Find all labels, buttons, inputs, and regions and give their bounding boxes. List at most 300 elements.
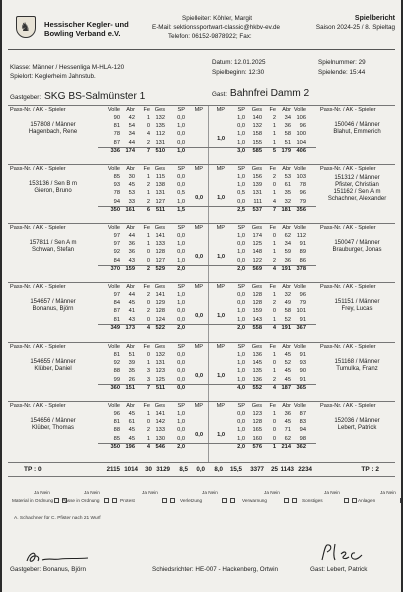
away-set-cell: 52: [284, 316, 291, 323]
home-set-cell: 26: [128, 376, 135, 383]
away-match-point: 1,0: [217, 431, 225, 438]
home-total-cell: 6: [146, 206, 150, 213]
home-total-value: 3129: [156, 466, 170, 473]
col-header-volle: Volle: [107, 107, 120, 113]
away-team: [212, 88, 309, 101]
home-set-cell: 3: [146, 376, 150, 383]
yes-no-header: Ja Nein: [142, 490, 158, 495]
col-header-player: Pass-Nr. / AK - Spieler: [10, 284, 66, 290]
home-set-cell: 0: [146, 316, 150, 323]
col-header-away-player: Pass-Nr. / AK - Spieler: [320, 107, 376, 113]
home-set-cell: 97: [113, 292, 120, 298]
away-player-name: Blahut, Emmerich: [333, 129, 381, 135]
away-total-cell: 2,5: [237, 206, 245, 213]
away-total-value: 1143: [280, 466, 294, 473]
home-set-cell: 99: [113, 376, 120, 383]
away-set-cell: 79: [299, 198, 306, 205]
away-total-cell: 5: [272, 147, 276, 154]
home-set-cell: 0: [146, 352, 150, 358]
home-set-cell: 1,0: [177, 123, 185, 130]
away-team-label: Gast:: [212, 91, 228, 98]
home-set-cell: 2: [146, 292, 150, 298]
away-player-id: 151312 / Männer: [334, 175, 380, 181]
away-set-cell: 0,0: [237, 241, 245, 248]
away-set-cell: 0: [272, 435, 276, 442]
check-label-material: Material in Ordnung: [12, 498, 54, 503]
check-label-protest: Protest: [120, 498, 135, 503]
home-total-cell: 522: [155, 324, 165, 331]
home-total-cell: 2,0: [177, 324, 185, 331]
home-total-cell: 1,5: [177, 206, 185, 213]
col-header-away-mp: MP: [216, 166, 225, 172]
col-header-away-mp: MP: [216, 225, 225, 231]
away-set-cell: 0,0: [237, 411, 245, 417]
away-total-cell: 2,0: [237, 443, 245, 450]
away-set-cell: 1: [272, 123, 276, 130]
check-yes-box[interactable]: [162, 498, 167, 503]
away-set-cell: 2: [272, 300, 276, 307]
home-player-id: 154656 / Männer: [30, 418, 76, 424]
home-total-value: 30: [145, 466, 152, 473]
home-total-cell: 0,0: [177, 384, 185, 391]
away-substitute-name: Schachner, Alexander: [327, 196, 387, 202]
home-set-cell: 2: [146, 182, 150, 189]
col-header-abr: Abr: [126, 403, 135, 409]
spielbeginn: Spielbeginn: 12:30: [212, 69, 265, 76]
guest-signature-label: Gast: Lebert, Patrick: [310, 566, 368, 573]
away-total-cell: 187: [281, 384, 291, 391]
col-header-ges: Ges: [154, 166, 165, 172]
col-header-away-volle: Volle: [293, 166, 306, 172]
home-set-cell: 0,0: [177, 368, 185, 375]
home-set-cell: 4: [146, 131, 150, 138]
col-header-away-mp: MP: [216, 107, 225, 113]
away-set-cell: 101: [296, 308, 306, 315]
away-set-cell: 4: [272, 198, 276, 205]
home-total-cell: 2: [146, 265, 150, 272]
away-set-cell: 58: [284, 131, 291, 138]
block-divider: [8, 282, 395, 283]
away-team-points: TP : 2: [361, 466, 379, 473]
col-header-away-mp: MP: [216, 344, 225, 350]
away-set-cell: 87: [299, 411, 306, 417]
away-set-cell: 111: [253, 198, 262, 205]
away-set-cell: 1,0: [237, 249, 245, 256]
home-set-cell: 0: [146, 249, 150, 256]
col-header-away-volle: Volle: [293, 284, 306, 290]
check-yes-box[interactable]: [284, 498, 289, 503]
home-set-cell: 30: [128, 174, 135, 180]
away-set-cell: 36: [284, 411, 291, 417]
away-player-id: 150046 / Männer: [334, 122, 380, 128]
home-total-cell: 2,0: [177, 443, 185, 450]
away-player-name: Brauburger, Jonas: [332, 247, 382, 253]
referee-signature-label: Schiedsrichter: HE-007 - Hackenberg, Ortwin: [152, 566, 278, 573]
col-header-away-abr: Abr: [282, 166, 291, 172]
home-set-cell: 130: [155, 435, 165, 442]
away-set-cell: 125: [252, 241, 262, 248]
check-label-anlagen: Anlagen: [358, 498, 376, 503]
away-set-cell: 91: [299, 376, 306, 383]
away-total-cell: 362: [296, 443, 306, 450]
home-total-cell: 159: [125, 265, 135, 272]
col-header-fe: Fe: [143, 344, 150, 350]
home-set-cell: 92: [113, 249, 120, 256]
away-set-cell: 0: [272, 182, 276, 189]
away-set-cell: 143: [252, 316, 262, 323]
away-match-point: 1,0: [217, 312, 225, 319]
away-match-point: 1,0: [217, 253, 225, 260]
home-player-id: 154657 / Männer: [30, 299, 76, 305]
away-total-cell: 7: [272, 206, 276, 213]
home-set-cell: 0,0: [177, 233, 185, 239]
home-set-cell: 81: [113, 419, 120, 426]
away-set-cell: 0: [272, 233, 276, 239]
away-set-cell: 35: [284, 190, 291, 197]
season-info: Saison 2024-25 / 8. Spieltag: [315, 24, 395, 31]
home-player-name: Gieron, Bruno: [34, 188, 72, 194]
home-set-cell: 39: [128, 360, 135, 367]
home-total-cell: 350: [110, 443, 120, 450]
home-set-cell: 128: [155, 308, 165, 315]
col-header-away-fe: Fe: [269, 344, 276, 350]
home-set-cell: 36: [128, 241, 135, 248]
home-match-point: 0,0: [195, 312, 203, 319]
col-header-away-ges: Ges: [251, 344, 262, 350]
home-set-cell: 1,0: [177, 411, 185, 417]
away-player-id: 151168 / Männer: [334, 359, 380, 365]
home-total-cell: 350: [110, 206, 120, 213]
col-header-sp: SP: [177, 225, 185, 231]
col-header-away-ges: Ges: [251, 284, 262, 290]
col-header-away-sp: SP: [237, 107, 245, 113]
col-header-away-player: Pass-Nr. / AK - Spieler: [320, 225, 376, 231]
col-header-fe: Fe: [143, 403, 150, 409]
home-set-cell: 45: [128, 411, 135, 417]
home-total-cell: 173: [125, 324, 135, 331]
home-set-cell: 45: [128, 435, 135, 442]
home-set-cell: 78: [113, 190, 120, 197]
home-total-cell: 4: [146, 443, 150, 450]
block-divider: [8, 342, 395, 343]
away-total-cell: 191: [281, 324, 291, 331]
contact-email: E-Mail: sektionssportwart-classic@hkbv-ev.de: [152, 24, 281, 31]
away-total-cell: 356: [296, 206, 306, 213]
home-set-cell: 35: [128, 368, 135, 375]
away-set-cell: 94: [299, 427, 306, 434]
away-set-cell: 106: [296, 115, 306, 121]
spielleiter: Spielleiter: Köhler, Margit: [182, 15, 252, 22]
away-total-cell: 214: [281, 443, 291, 450]
col-header-away-abr: Abr: [282, 284, 291, 290]
away-player-name: Lebert, Patrick: [337, 425, 377, 431]
away-set-cell: 34: [284, 115, 291, 121]
home-set-cell: 45: [128, 427, 135, 434]
spielende: Spielende: 15:44: [318, 69, 366, 76]
datum: Datum: 12.01.2025: [212, 59, 266, 66]
home-total-cell: 174: [125, 147, 135, 154]
substitution-note: A. Schachner für C. Pfister nach 21 Wurf: [14, 516, 101, 521]
away-total-cell: 552: [252, 384, 262, 391]
col-header-away-ges: Ges: [251, 107, 262, 113]
away-set-cell: 158: [252, 131, 262, 138]
check-yes-box[interactable]: [222, 498, 227, 503]
home-set-cell: 0,0: [177, 352, 185, 358]
home-player-name: Bonanus, Björn: [32, 306, 74, 312]
spielnummer: Spielnummer: 29: [318, 59, 366, 66]
guest-signature-icon: [317, 540, 379, 566]
col-header-away-volle: Volle: [293, 107, 306, 113]
away-set-cell: 1: [272, 368, 276, 375]
home-set-cell: 141: [155, 233, 165, 239]
block-divider: [8, 401, 395, 402]
home-set-cell: 87: [113, 139, 120, 146]
away-set-cell: 112: [296, 233, 306, 239]
col-header-away-volle: Volle: [293, 225, 306, 231]
organization-name: [44, 20, 129, 38]
check-no-box[interactable]: [112, 498, 117, 503]
col-header-fe: Fe: [143, 107, 150, 113]
away-total-cell: 1: [272, 443, 276, 450]
check-no-box[interactable]: [352, 498, 357, 503]
away-set-cell: 1,0: [237, 427, 245, 434]
col-header-away-abr: Abr: [282, 403, 291, 409]
home-total-cell: 510: [155, 147, 165, 154]
home-set-cell: 127: [155, 198, 165, 205]
home-set-cell: 125: [155, 376, 165, 383]
home-set-cell: 2: [146, 198, 150, 205]
away-set-cell: 2: [272, 376, 276, 383]
col-header-away-ges: Ges: [251, 403, 262, 409]
check-no-box[interactable]: [230, 498, 235, 503]
home-set-cell: 1: [146, 241, 150, 248]
away-set-cell: 123: [252, 411, 262, 417]
away-set-cell: 1: [272, 190, 276, 197]
home-set-cell: 90: [113, 115, 120, 121]
col-header-ges: Ges: [154, 107, 165, 113]
away-set-cell: 1: [272, 249, 276, 256]
away-set-cell: 91: [299, 352, 306, 358]
away-player-name: Frey, Lucas: [341, 306, 373, 312]
check-label-sonstiges: Sonstiges: [302, 498, 323, 503]
home-set-cell: 131: [155, 190, 165, 197]
away-total-value: 8,0: [214, 466, 223, 473]
spielbericht-document: [2, 0, 401, 592]
col-header-abr: Abr: [126, 225, 135, 231]
check-yes-box[interactable]: [400, 498, 401, 503]
col-header-player: Pass-Nr. / AK - Spieler: [10, 344, 66, 350]
away-total-cell: 378: [296, 265, 306, 272]
col-header-sp: SP: [177, 107, 185, 113]
home-set-cell: 41: [128, 308, 135, 315]
home-set-cell: 2: [146, 308, 150, 315]
home-set-cell: 1,0: [177, 419, 185, 426]
totals-bottom-divider: [8, 476, 395, 477]
away-total-cell: 3,0: [237, 147, 245, 154]
col-header-away-fe: Fe: [269, 284, 276, 290]
away-set-cell: 90: [299, 368, 306, 375]
home-set-cell: 94: [113, 198, 120, 205]
check-no-box[interactable]: [292, 498, 297, 503]
away-set-cell: 32: [284, 292, 291, 298]
away-set-cell: 135: [252, 368, 262, 375]
col-header-player: Pass-Nr. / AK - Spieler: [10, 107, 66, 113]
away-set-cell: 0,0: [237, 292, 245, 298]
home-set-cell: 0,0: [177, 115, 185, 121]
away-total-cell: 406: [296, 147, 306, 154]
home-set-cell: 0,0: [177, 174, 185, 180]
contact-phone: Telefon: 06152-9878922; Fax:: [168, 33, 252, 40]
home-set-cell: 1: [146, 411, 150, 417]
away-set-cell: 1,0: [237, 131, 245, 138]
away-player-name: Tumulka, Franz: [336, 366, 378, 372]
away-total-cell: 191: [281, 265, 291, 272]
home-player-name: Schwan, Stefan: [31, 247, 75, 253]
away-set-cell: 32: [284, 198, 291, 205]
away-set-cell: 62: [284, 233, 291, 239]
home-total-cell: 511: [155, 384, 165, 391]
home-set-cell: 0,0: [177, 316, 185, 323]
home-set-cell: 93: [113, 182, 120, 189]
col-header-volle: Volle: [107, 225, 120, 231]
home-set-cell: 132: [155, 115, 165, 121]
away-set-cell: 34: [284, 241, 291, 248]
col-header-away-fe: Fe: [269, 107, 276, 113]
hkbv-crest-icon: ♞: [16, 16, 36, 38]
check-yes-box[interactable]: [54, 498, 59, 503]
col-header-volle: Volle: [107, 344, 120, 350]
away-set-cell: 51: [284, 139, 291, 146]
col-header-abr: Abr: [126, 344, 135, 350]
home-player-id: 157811 / Sen A m: [29, 240, 77, 246]
away-set-cell: 0: [272, 308, 276, 315]
col-header-mp: MP: [194, 344, 203, 350]
home-set-cell: 0,0: [177, 182, 185, 189]
home-set-cell: 141: [155, 411, 165, 417]
report-title: Spielbericht: [354, 15, 395, 22]
col-header-away-mp: MP: [216, 284, 225, 290]
check-yes-box[interactable]: [104, 498, 109, 503]
home-set-cell: 124: [155, 316, 165, 323]
col-header-away-sp: SP: [237, 166, 245, 172]
home-set-cell: 1: [146, 360, 150, 367]
home-set-cell: 0,5: [177, 190, 185, 197]
away-total-value: 3377: [250, 466, 264, 473]
home-set-cell: 96: [113, 411, 120, 417]
yes-no-header: Ja Nein: [324, 490, 340, 495]
yes-no-header: Ja Nein: [202, 490, 218, 495]
yes-no-header: Ja Nein: [380, 490, 396, 495]
check-yes-box[interactable]: [344, 498, 349, 503]
away-set-cell: 136: [252, 352, 262, 358]
home-set-cell: 131: [155, 360, 165, 367]
check-no-box[interactable]: [170, 498, 175, 503]
col-header-away-player: Pass-Nr. / AK - Spieler: [320, 344, 376, 350]
col-header-ges: Ges: [154, 284, 165, 290]
home-player-id: 157808 / Männer: [30, 122, 76, 128]
home-set-cell: 1: [146, 233, 150, 239]
home-set-cell: 131: [155, 139, 165, 146]
away-set-cell: 36: [284, 257, 291, 264]
col-header-volle: Volle: [107, 284, 120, 290]
away-player-id: 151151 / Männer: [334, 299, 380, 305]
home-set-cell: 0: [146, 123, 150, 130]
col-header-away-player: Pass-Nr. / AK - Spieler: [320, 284, 376, 290]
away-set-cell: 140: [252, 115, 262, 121]
away-total-cell: 367: [296, 324, 306, 331]
yes-no-header: Ja Nein: [264, 490, 280, 495]
away-total-cell: 576: [252, 443, 262, 450]
col-header-ges: Ges: [154, 344, 165, 350]
home-set-cell: 1: [146, 174, 150, 180]
away-total-cell: 181: [281, 206, 291, 213]
away-set-cell: 139: [252, 182, 262, 189]
home-set-cell: 92: [113, 360, 120, 367]
home-set-cell: 0: [146, 300, 150, 307]
away-set-cell: 91: [299, 241, 306, 248]
home-set-cell: 34: [128, 131, 135, 138]
col-header-away-abr: Abr: [282, 225, 291, 231]
home-player-name: Klüber, Thomas: [32, 425, 74, 431]
home-set-cell: 115: [155, 174, 165, 180]
away-set-cell: 52: [284, 360, 291, 367]
home-set-cell: 42: [128, 115, 135, 121]
away-total-cell: 558: [252, 324, 262, 331]
home-set-cell: 84: [113, 257, 120, 264]
home-total-value: 2115: [106, 466, 120, 473]
col-header-sp: SP: [177, 166, 185, 172]
away-set-cell: 1: [272, 139, 276, 146]
away-set-cell: 98: [299, 435, 306, 442]
col-header-away-player: Pass-Nr. / AK - Spieler: [320, 403, 376, 409]
home-team-label: Gastgeber:: [10, 94, 42, 101]
home-set-cell: 0: [146, 257, 150, 264]
away-set-cell: 2: [272, 257, 276, 264]
home-set-cell: 44: [128, 292, 135, 298]
away-player-id: 150047 / Männer: [334, 240, 380, 246]
home-set-cell: 61: [128, 419, 135, 426]
check-label-verletzung: Verletzung: [180, 498, 203, 503]
home-set-cell: 3: [146, 368, 150, 375]
away-set-cell: 1: [272, 292, 276, 298]
col-header-away-sp: SP: [237, 403, 245, 409]
home-set-cell: 44: [128, 233, 135, 239]
col-header-away-volle: Volle: [293, 344, 306, 350]
home-set-cell: 45: [128, 300, 135, 307]
col-header-away-fe: Fe: [269, 403, 276, 409]
home-set-cell: 36: [128, 249, 135, 256]
col-header-away-volle: Volle: [293, 403, 306, 409]
home-set-cell: 44: [128, 139, 135, 146]
away-set-cell: 62: [284, 435, 291, 442]
home-set-cell: 0,0: [177, 139, 185, 146]
away-set-cell: 1: [272, 241, 276, 248]
org-line-1: Hessischer Kegler- und: [44, 20, 129, 29]
away-total-cell: 4: [272, 324, 276, 331]
home-team-name: SKG BS-Salmünster 1: [44, 91, 146, 102]
home-team: [10, 91, 145, 104]
home-set-cell: 1: [146, 115, 150, 121]
home-set-cell: 84: [113, 300, 120, 307]
away-set-cell: 0: [272, 419, 276, 426]
away-set-cell: 1,0: [237, 115, 245, 121]
col-header-away-sp: SP: [237, 344, 245, 350]
header-divider: [8, 49, 395, 50]
col-header-mp: MP: [194, 107, 203, 113]
away-set-cell: 83: [299, 419, 306, 426]
away-set-cell: 36: [284, 123, 291, 130]
away-set-cell: 100: [296, 131, 306, 138]
